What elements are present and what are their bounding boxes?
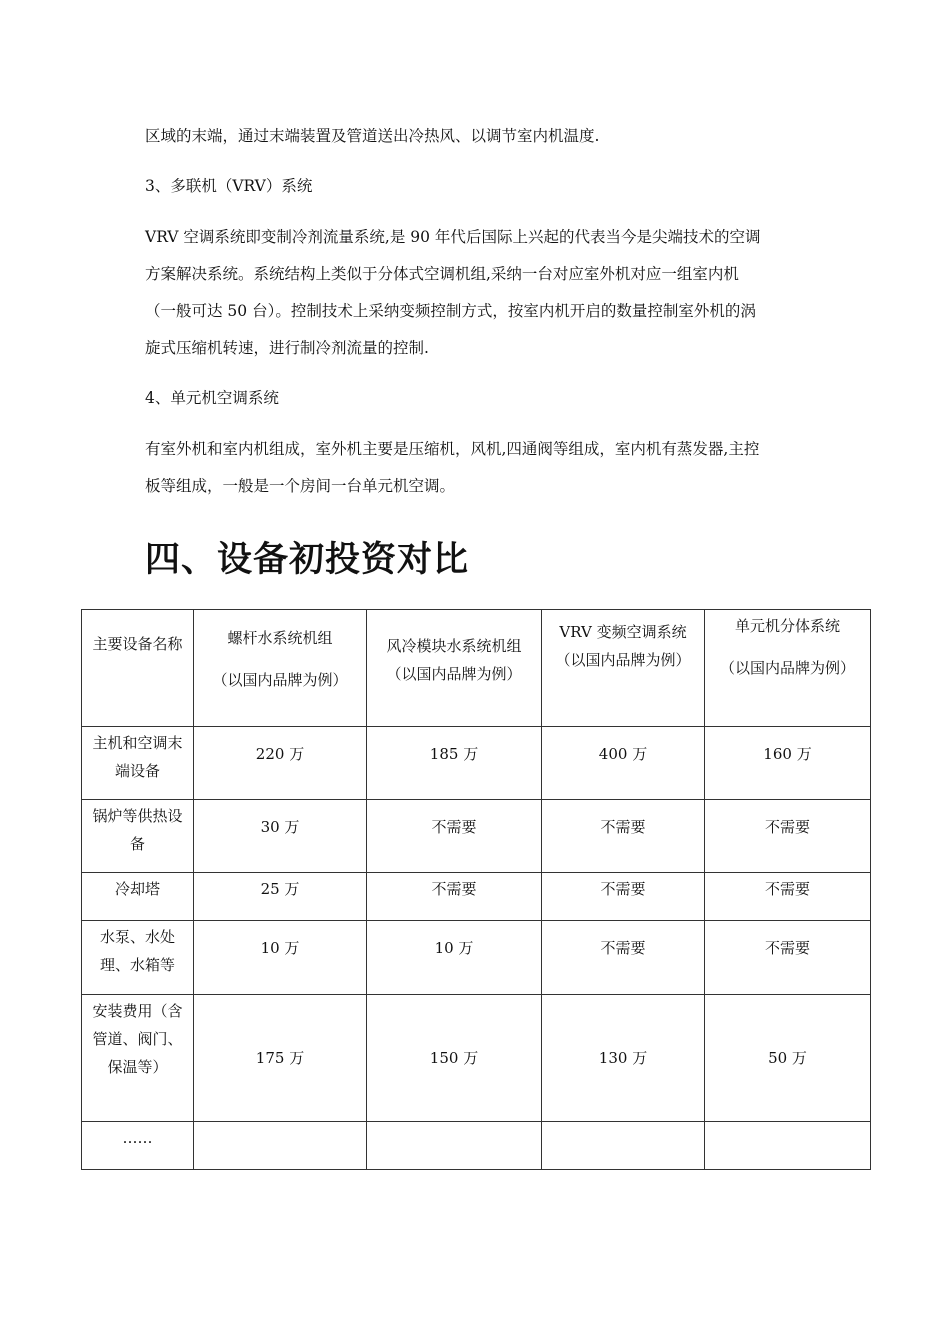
row-label: 安装费用（含管道、阀门、保温等） [82, 995, 194, 1122]
table-cell: 不需要 [542, 873, 705, 921]
table-row [82, 1122, 871, 1170]
table-row [82, 800, 871, 873]
table-cell: 不需要 [705, 921, 871, 995]
row-label: 冷却塔 [82, 873, 194, 921]
table-cell: 175 万 [194, 995, 367, 1122]
comparison-table [81, 609, 871, 1170]
table-row [82, 727, 871, 800]
table-cell: 不需要 [542, 800, 705, 873]
table-cell: 220 万 [194, 727, 367, 800]
paragraph-vrv [145, 219, 810, 367]
subheading-vrv: 3、多联机（VRV）系统 [145, 177, 313, 195]
table-cell: 不需要 [705, 873, 871, 921]
table-cell [367, 1122, 542, 1170]
header-cell: 主要设备名称 [82, 610, 194, 727]
table-cell: 10 万 [367, 921, 542, 995]
table-cell: 185 万 [367, 727, 542, 800]
table-cell: 130 万 [542, 995, 705, 1122]
header-cell: 风冷模块水系统机组 （以国内品牌为例） [367, 610, 542, 727]
table-cell: 不需要 [367, 873, 542, 921]
table-row [82, 995, 871, 1122]
row-label: 锅炉等供热设备 [82, 800, 194, 873]
row-label: 主机和空调末端设备 [82, 727, 194, 800]
table-cell: 30 万 [194, 800, 367, 873]
table-cell: 不需要 [367, 800, 542, 873]
table-cell: 160 万 [705, 727, 871, 800]
subheading-unit: 4、单元机空调系统 [145, 389, 279, 407]
table-cell: 50 万 [705, 995, 871, 1122]
paragraph-unit [145, 431, 810, 505]
row-label: 水泵、水处理、水箱等 [82, 921, 194, 995]
paragraph-line: 有室外机和室内机组成，室外机主要是压缩机，风机,四通阀等组成，室内机有蒸发器,主控 [145, 440, 760, 458]
table-cell: 10 万 [194, 921, 367, 995]
paragraph-line: 旋式压缩机转速，进行制冷剂流量的控制. [145, 339, 429, 357]
paragraph-line: （一般可达 50 台）。控制技术上采纳变频控制方式，按室内机开启的数量控制室外机的涡 [145, 302, 756, 320]
paragraph-line: VRV 空调系统即变制冷剂流量系统,是 90 年代后国际上兴起的代表当今是尖端技术的空调 [145, 228, 761, 246]
table-cell [542, 1122, 705, 1170]
table-cell: 25 万 [194, 873, 367, 921]
row-label: …… [82, 1122, 194, 1170]
table-cell: 不需要 [542, 921, 705, 995]
table-cell: 400 万 [542, 727, 705, 800]
table-row [82, 921, 871, 995]
table-cell [705, 1122, 871, 1170]
table-cell: 150 万 [367, 995, 542, 1122]
header-cell: 螺杆水系统机组 （以国内品牌为例） [194, 610, 367, 727]
header-cell: VRV 变频空调系统 （以国内品牌为例） [542, 610, 705, 727]
table-header-row [82, 610, 871, 727]
paragraph-area-terminal: 区域的末端，通过末端装置及管道送出冷热风、以调节室内机温度. [145, 127, 600, 145]
paragraph-line: 方案解决系统。系统结构上类似于分体式空调机组,采纳一台对应室外机对应一组室内机 [145, 265, 739, 283]
table-cell: 不需要 [705, 800, 871, 873]
section-heading: 四、设备初投资对比 [145, 540, 470, 580]
paragraph-line: 板等组成，一般是一个房间一台单元机空调。 [145, 477, 456, 495]
table-cell [194, 1122, 367, 1170]
header-cell: 单元机分体系统 （以国内品牌为例） [705, 610, 871, 727]
table-row [82, 873, 871, 921]
